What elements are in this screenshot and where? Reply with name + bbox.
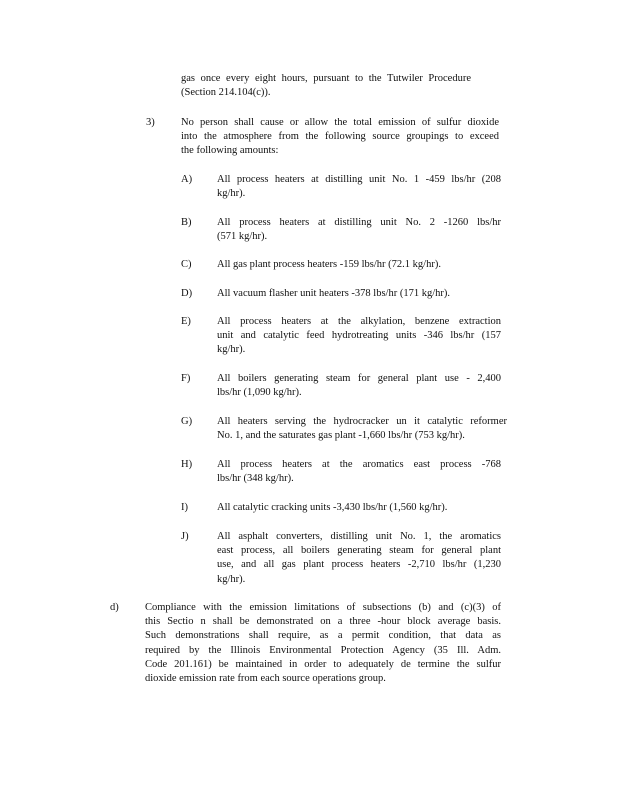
text-line: All asphalt converters, distilling unit No. 1, the aromatics (217, 531, 501, 542)
intro-paragraph (181, 72, 471, 100)
text-line: Such demonstrations shall require, as a permit condition, that data as (145, 630, 501, 642)
text-line: lbs/hr (1,090 kg/hr). (217, 387, 302, 399)
subitem-j-text (217, 530, 501, 587)
subitem-b-text (217, 216, 501, 244)
text-line: All process heaters at distilling unit No. 2 -1260 lbs/hr (217, 217, 501, 228)
text-line: Compliance with the emission limitations of subsections (b) and (c)(3) of (145, 602, 501, 613)
text-line: this Sectio n shall be demonstrated on a three -hour block average basis. (145, 616, 501, 628)
text-line: All process heaters at distilling unit No. 1 -459 lbs/hr (208 (217, 174, 501, 185)
text-line: kg/hr). (217, 344, 246, 356)
subitem-f-text (217, 372, 501, 400)
subitem-h-text (217, 458, 501, 486)
subitem-i-letter: I) (181, 502, 188, 513)
subitem-j-letter: J) (181, 531, 189, 542)
text-line: All process heaters at the alkylation, benzene extraction (217, 316, 501, 327)
subitem-e-letter: E) (181, 316, 191, 327)
text-line: required by the Illinois Environmental Protection Agency (35 Ill. Adm. (145, 644, 501, 656)
subitem-g-text (217, 415, 507, 443)
text-line: All process heaters at the aromatics east process -768 (217, 459, 501, 470)
text-line: dioxide emission rate from each source operations group. (145, 673, 386, 685)
text-line: All vacuum flasher unit heaters -378 lbs/hr (171 kg/hr). (217, 288, 450, 299)
subitem-f-letter: F) (181, 373, 191, 384)
text-line: All boilers generating steam for general plant use - 2,400 (217, 373, 501, 384)
text-line: kg/hr). (217, 188, 246, 200)
text-line: All catalytic cracking units -3,430 lbs/hr (1,560 kg/hr). (217, 502, 448, 513)
text-line: unit and catalytic feed hydrotreating units -346 lbs/hr (157 (217, 330, 501, 342)
text-line: kg/hr). (217, 573, 246, 585)
subitem-c-letter: C) (181, 259, 192, 270)
text-line: All gas plant process heaters -159 lbs/hr (72.1 kg/hr). (217, 259, 441, 270)
text-line: the following amounts: (181, 145, 279, 157)
text-line: No. 1, and the saturates gas plant -1,660 lbs/hr (753 kg/hr). (217, 430, 465, 442)
text-line: No person shall cause or allow the total emission of sulfur dioxide (181, 117, 499, 128)
subitem-b-letter: B) (181, 217, 192, 228)
subitem-a-text (217, 173, 501, 201)
text-line: Code 201.161) be maintained in order to adequately de termine the sulfur (145, 658, 501, 670)
text-line: lbs/hr (348 kg/hr). (217, 473, 294, 485)
text-line: (Section 214.104(c)). (181, 87, 271, 99)
item-d-letter: d) (110, 602, 119, 613)
subitem-d-text (217, 287, 507, 301)
text-line: use, and all gas plant process heaters -2,710 lbs/hr (1,230 (217, 559, 501, 571)
text-line: (571 kg/hr). (217, 231, 268, 243)
text-line: gas once every eight hours, pursuant to the Tutwiler Procedure (181, 73, 471, 84)
text-line: east process, all boilers generating steam for general plant (217, 545, 501, 557)
subitem-e-text (217, 315, 501, 358)
text-line: into the atmosphere from the following source groupings to exceed (181, 131, 499, 143)
text-line: All heaters serving the hydrocracker un it catalytic reformer (217, 416, 507, 427)
item-3-number: 3) (146, 117, 155, 128)
subitem-c-text (217, 258, 507, 272)
subitem-h-letter: H) (181, 459, 193, 470)
item-3-paragraph (181, 116, 499, 159)
subitem-g-letter: G) (181, 416, 193, 427)
subitem-i-text (217, 501, 507, 515)
subitem-a-letter: A) (181, 174, 193, 185)
subitem-d-letter: D) (181, 288, 193, 299)
item-d-paragraph (145, 601, 501, 686)
